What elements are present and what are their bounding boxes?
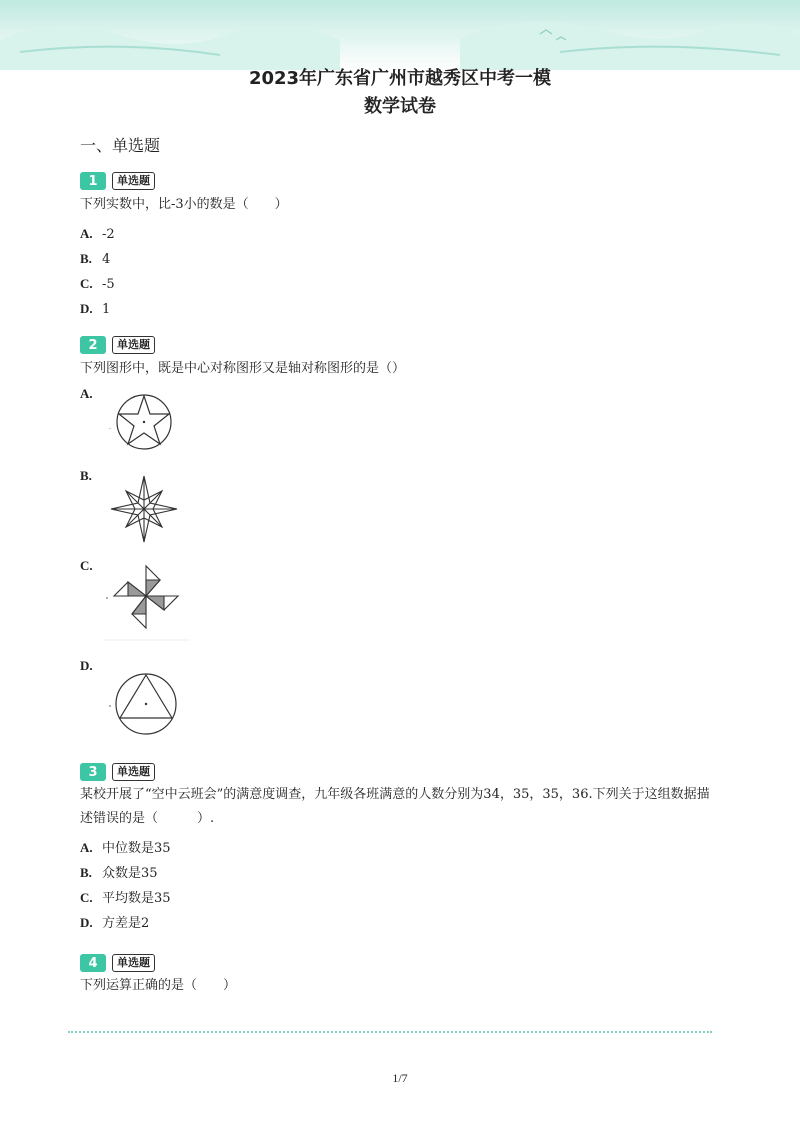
question-type-tag: 单选题 bbox=[112, 954, 155, 972]
option-a[interactable]: A. -2 bbox=[80, 226, 115, 242]
question-stem: 下列运算正确的是（ ） bbox=[80, 978, 237, 993]
question-number: 3 bbox=[80, 763, 106, 781]
header-banner bbox=[0, 0, 800, 70]
question-stem: 下列图形中，既是中心对称图形又是轴对称图形的是（） bbox=[80, 361, 406, 376]
page-title: 2023年广东省广州市越秀区中考一模 bbox=[248, 68, 552, 89]
option-d[interactable]: D. bbox=[80, 658, 93, 673]
question-3 bbox=[80, 762, 720, 935]
option-c[interactable]: C. 平均数是35 bbox=[80, 890, 171, 906]
option-b[interactable]: B. 众数是35 bbox=[80, 865, 158, 881]
compass-star-figure bbox=[108, 474, 180, 544]
option-c[interactable]: C. bbox=[80, 558, 93, 573]
question-number: 4 bbox=[80, 954, 106, 972]
question-number: 1 bbox=[80, 172, 106, 190]
question-4 bbox=[80, 953, 720, 998]
option-a[interactable]: A. bbox=[80, 386, 93, 401]
option-d[interactable]: D. 1 bbox=[80, 301, 111, 317]
pinwheel-figure bbox=[104, 560, 190, 642]
question-1 bbox=[80, 171, 720, 321]
question-2 bbox=[80, 335, 720, 381]
question-stem: 某校开展了“空中云班会”的满意度调查，九年级各班满意的人数分别为34，35，35，36.下列关于这组数据描述错误的是（ ）. bbox=[80, 787, 710, 826]
section-title: 一、单选题 bbox=[80, 136, 161, 155]
triangle-in-circle-figure bbox=[106, 672, 190, 738]
star-in-circle-figure bbox=[108, 392, 178, 456]
footer-divider bbox=[68, 1031, 712, 1033]
option-a[interactable]: A. 中位数是35 bbox=[80, 840, 171, 856]
page-number: 1/7 bbox=[392, 1071, 408, 1085]
page-subtitle: 数学试卷 bbox=[364, 96, 436, 117]
question-type-tag: 单选题 bbox=[112, 172, 155, 190]
question-type-tag: 单选题 bbox=[112, 336, 155, 354]
option-b[interactable]: B. 4 bbox=[80, 251, 111, 267]
option-d[interactable]: D. 方差是2 bbox=[80, 915, 150, 931]
option-b[interactable]: B. bbox=[80, 468, 92, 483]
question-type-tag: 单选题 bbox=[112, 763, 155, 781]
question-stem: 下列实数中，比-3小的数是（ ） bbox=[80, 197, 288, 212]
question-number: 2 bbox=[80, 336, 106, 354]
option-c[interactable]: C. -5 bbox=[80, 276, 115, 292]
